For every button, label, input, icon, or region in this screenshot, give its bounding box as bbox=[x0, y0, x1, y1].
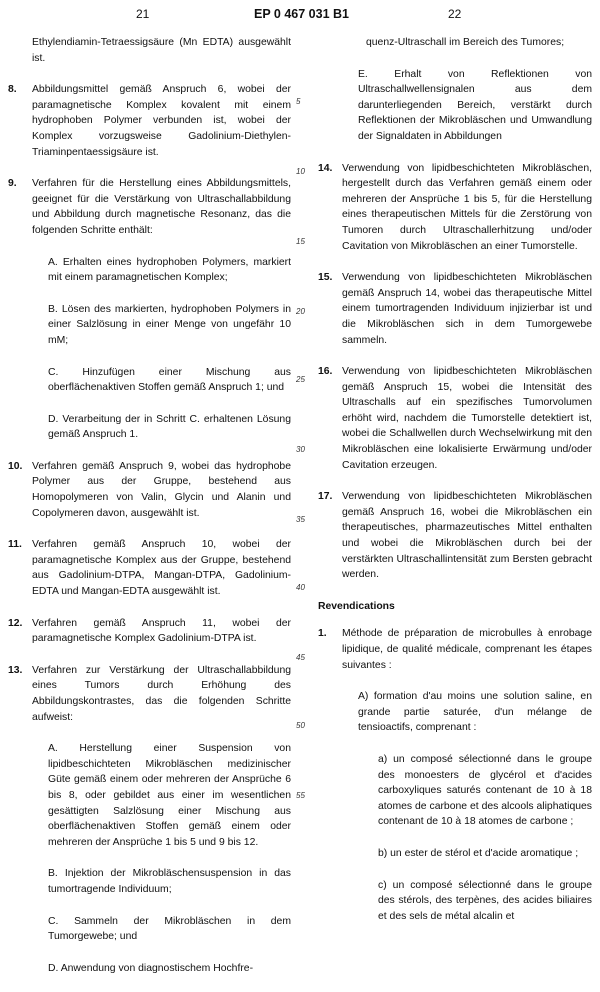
section-heading: Revendications bbox=[318, 600, 395, 612]
line-number: 35 bbox=[296, 515, 305, 524]
claim-17 bbox=[318, 489, 592, 583]
claim-number: 9. bbox=[8, 178, 17, 190]
revendication-1-substep-c: c) un composé sélectionné dans le groupe des stérols, des terpènes, des acides biliaires et des sels de métal alcalin et bbox=[378, 879, 592, 922]
claim-text: Verwendung von lipidbeschichteten Mikrobläschen gemäß Anspruch 15, wobei die Intensität des Ultraschalls auf ein spezifisches Tumorvolumen erhöht wird, nachdem die Tumorstelle detektiert ist, wobei die Schallwellen durch Wechselwirkung mit den Mikrobläschen eine lokalisierte Erwärmung und/oder Cavitation erzeugen. bbox=[342, 366, 592, 471]
claim-13-step-c: C. Sammeln der Mikrobläschen in dem Tumorgewebe; und bbox=[48, 915, 291, 943]
line-number: 10 bbox=[296, 167, 305, 176]
claim-number: 15. bbox=[318, 272, 333, 284]
line-number: 50 bbox=[296, 721, 305, 730]
claim-text: Verfahren zur Verstärkung der Ultraschallabbildung eines Tumors durch Erhöhung des Abbildungskontrastes, das die folgenden Schritte aufweist: bbox=[32, 664, 291, 723]
claim-13-step-a: A. Herstellung einer Suspension von lipidbeschichteten Mikrobläschen medizinischer Güte gemäß einem oder mehreren der Ansprüche 6 bis 8, oder gebildet aus einer im wesentlichen gesättigten Salzlösung einer Mischung aus oberflächenaktiven Stoffen gemäß einem oder mehreren der Ansprüche 1 bis 5 und 9 bis 12. bbox=[48, 743, 291, 848]
claim-text: Verwendung von lipidbeschichteten Mikrobläschen gemäß Anspruch 16, wobei die Mikrobläschen ein therapeutisches, pharmazeutisches Mittel enthalten und wobei die Mikrobläschen durch bei der verstärkten Ultraschallintensität zum Bersten gebracht werden. bbox=[342, 491, 592, 581]
line-number: 15 bbox=[296, 237, 305, 246]
revendication-1-substep-b: b) un ester de stérol et d'acide aromatique ; bbox=[378, 847, 579, 859]
claim-text: Verfahren gemäß Anspruch 11, wobei der paramagnetische Komplex Gadolinium-DTPA ist. bbox=[32, 617, 291, 645]
left-column bbox=[8, 35, 291, 992]
claim-9 bbox=[8, 176, 291, 238]
claim-text: Verfahren gemäß Anspruch 9, wobei das hydrophobe Polymer aus der Gruppe, bestehend aus Homopolymeren von Valin, Glycin und Alanin und Copolymeren davon, ausgewählt ist. bbox=[32, 460, 291, 519]
claim-text: Verfahren gemäß Anspruch 10, wobei der paramagnetische Komplex aus der Gruppe, bestehend aus Gadolinium-DTPA, Mangan-DTPA, Gadolinium-EDTA und Mangan-EDTA ausgewählt ist. bbox=[32, 539, 291, 598]
claim-number: 12. bbox=[8, 617, 23, 629]
claim-12 bbox=[8, 616, 291, 647]
claim-number: 17. bbox=[318, 491, 333, 503]
claim-number: 16. bbox=[318, 366, 333, 378]
patent-number: EP 0 467 031 B1 bbox=[254, 7, 349, 21]
claim-13-step-b: B. Injektion der Mikrobläschensuspension in das tumortragende Individuum; bbox=[48, 868, 291, 895]
claim-15 bbox=[318, 270, 592, 348]
revendication-1-substep-a: a) un composé sélectionné dans le groupe des monoesters de glycérol et d'acides carboxyliques saturés contenant de 10 à 18 atomes de carbone et des alcools aliphatiques contenant de 10 à 18 atomes de carbone ; bbox=[378, 753, 592, 828]
claim-number: 11. bbox=[8, 539, 22, 551]
line-number: 40 bbox=[296, 583, 305, 592]
claim-number: 13. bbox=[8, 664, 23, 676]
claim-9-step-c: C. Hinzufügen einer Mischung aus oberflächenaktiven Stoffen gemäß Anspruch 1; und bbox=[48, 366, 291, 394]
claim-number: 1. bbox=[318, 628, 327, 640]
claim-text: Verwendung von lipidbeschichteten Mikrobläschen, hergestellt durch das Verfahren gemäß einem oder mehreren der Ansprüche 1 bis 5, für die Herstellung eines therapeutischen Mittels für die Zerstörung von Tumoren durch Ultraschallerhitzung und/oder Cavitation von Mikrobläschen an einer Tumorstelle. bbox=[342, 162, 592, 252]
line-number: 5 bbox=[296, 97, 301, 106]
line-number: 55 bbox=[296, 791, 305, 800]
claim-16 bbox=[318, 364, 592, 473]
claim-14 bbox=[318, 161, 592, 255]
page-number-right: 22 bbox=[448, 7, 462, 21]
claim-13-step-e: E. Erhalt von Reflektionen von Ultraschallwellensignalen aus dem darunterliegenden Bereich, verstärkt durch Reflektionen der Mikrobläschen und Umwandlung der Signaldaten in Abbildungen bbox=[358, 68, 592, 142]
claim-9-step-a: A. Erhalten eines hydrophoben Polymers, markiert mit einem paramagnetischen Komplex; bbox=[48, 256, 291, 284]
claim-continuation: Ethylendiamin-Tetraessigsäure (Mn EDTA) ausgewählt ist. bbox=[32, 37, 291, 64]
revendication-1-step-a: A) formation d'au moins une solution saline, en grande partie saturée, d'un mélange de tensioactifs, comprenant : bbox=[358, 691, 592, 734]
claim-text: Méthode de préparation de microbulles à enrobage lipidique, de qualité médicale, comprenant les étapes suivantes : bbox=[342, 628, 592, 671]
claim-13-step-d-continuation: quenz-Ultraschall im Bereich des Tumores; bbox=[366, 37, 565, 48]
line-number: 45 bbox=[296, 653, 305, 662]
revendication-1 bbox=[318, 626, 592, 673]
claim-8 bbox=[8, 82, 291, 160]
claim-number: 10. bbox=[8, 460, 23, 472]
claim-text: Verwendung von lipidbeschichteten Mikrobläschen gemäß Anspruch 14, wobei das therapeutische Mittel einem tumortragenden Individuum injizierbar ist und die Mikrobläschen sich in dem Tumorgewebe sammeln. bbox=[342, 272, 592, 346]
line-number: 30 bbox=[296, 445, 305, 454]
claim-13-step-d: D. Anwendung von diagnostischem Hochfre- bbox=[48, 962, 254, 974]
line-number: 20 bbox=[296, 307, 305, 316]
claim-9-step-d: D. Verarbeitung der in Schritt C. erhaltenen Lösung gemäß Anspruch 1. bbox=[48, 413, 291, 441]
claim-text: Abbildungsmittel gemäß Anspruch 6, wobei der paramagnetische Komplex kovalent mit einem hydrophoben Polymer verbunden ist, wobei der Komplex vorzugsweise Gadolinium-Diethylen-Triaminpentaessigsäure ist. bbox=[32, 84, 291, 158]
right-column bbox=[318, 35, 592, 940]
claim-13 bbox=[8, 663, 291, 725]
claim-9-step-b: B. Lösen des markierten, hydrophoben Polymers in einer Salzlösung in einer Menge von ungefähr 10 mM; bbox=[48, 303, 291, 346]
claim-11 bbox=[8, 537, 291, 599]
claim-10 bbox=[8, 459, 291, 521]
claim-number: 14. bbox=[318, 162, 333, 174]
line-number: 25 bbox=[296, 375, 305, 384]
page-number-left: 21 bbox=[136, 7, 150, 21]
claim-text: Verfahren für die Herstellung eines Abbildungsmittels, geeignet für die Verstärkung von Ultraschallabbildung und Abbildung durch magnetische Resonanz, das die folgenden Schritte enthält: bbox=[32, 178, 291, 236]
claim-number: 8. bbox=[8, 84, 17, 96]
